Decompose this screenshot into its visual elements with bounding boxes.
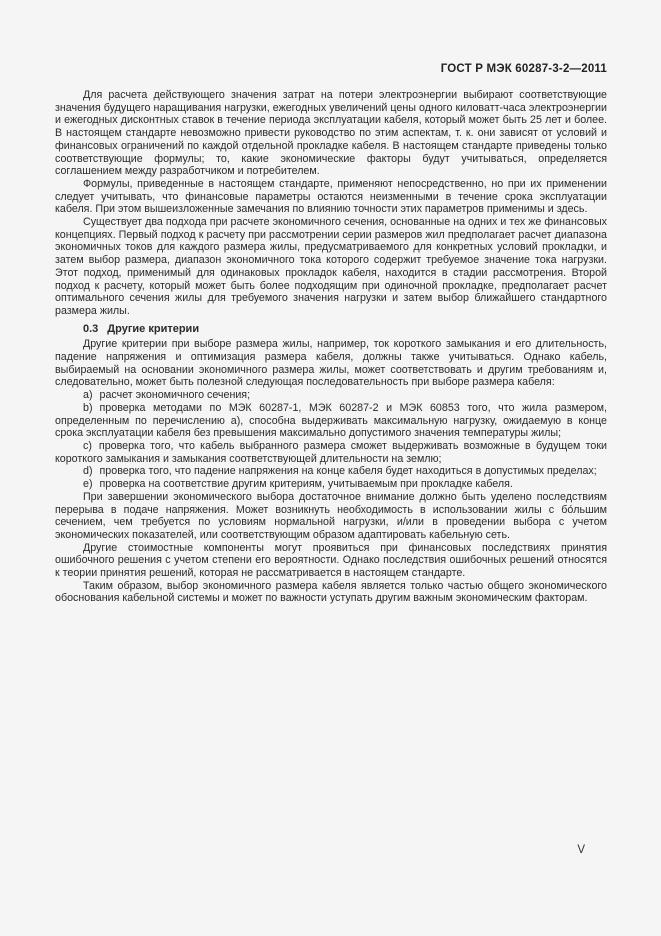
list-marker-a: a)	[83, 389, 93, 402]
section-heading-title: Другие критерии	[107, 322, 200, 335]
paragraph-closing-3: Таким образом, выбор экономичного размера кабеля является только частью общего экономического обоснования кабельной системы и может по важности уступать другим важным экономическим факторам.	[55, 579, 607, 605]
section-heading	[55, 323, 607, 336]
list-marker-e: e)	[83, 478, 93, 491]
list-item-b	[55, 402, 607, 440]
list-marker-d: d)	[83, 465, 93, 478]
list-text-a: расчет экономичного сечения;	[99, 389, 251, 402]
list-text-b: проверка методами по МЭК 60287-1, МЭК 60287-2 и МЭК 60853 того, что жила размером, определенным по перечислению a), способна выдерживать максимальную нагрузку, ожидаемую в конце срока эксплуатации кабеля без превышения максимально допустимого значения температуры жилы;	[55, 401, 607, 440]
list-item-a	[55, 389, 607, 402]
list-item-e	[55, 478, 607, 491]
paragraph-closing-1: При завершении экономического выбора достаточное внимание должно быть уделено последствиям перерыва в подаче напряжения. Может возникнуть необходимость в использовании жилы с бо́льшим сечением, чем требуется по условиям нормальной нагрузки, и/или в проведении выбора с учетом экономических показателей, или соответствующим образом адаптировать кабельную сеть.	[55, 490, 607, 541]
standard-code-header: ГОСТ Р МЭК 60287-3-2—2011	[440, 63, 607, 75]
paragraph-closing-2: Другие стоимостные компоненты могут проявиться при финансовых последствиях принятия ошибочного решения с учетом степени его вероятности. Однако последствия ошибочных решений относятся к теории принятия решений, которая не рассматривается в настоящем стандарте.	[55, 541, 607, 580]
list-text-d: проверка того, что падение напряжения на конце кабеля будет находиться в допустимых пределах;	[99, 465, 597, 478]
document-body	[55, 89, 607, 605]
paragraph-lead: Другие критерии при выборе размера жилы, например, ток короткого замыкания и его длительность, падение напряжения и оптимизация размера кабеля, должны также учитываться. Однако кабель, выбираемый на основании экономичного размера жилы, может соответствовать и другим требованиям и, следовательно, может быть полезной следующая последовательность при выборе размера кабеля:	[55, 338, 607, 389]
paragraph-intro-2: Формулы, приведенные в настоящем стандарте, применяют непосредственно, но при их применении следует учитывать, что финансовые параметры остаются неизменными в течение срока эксплуатации кабеля. При этом вышеизложенные замечания по влиянию точности этих параметров применимы и здесь.	[55, 177, 607, 216]
section-heading-number: 0.3	[83, 322, 99, 335]
paragraph-intro-3: Существует два подхода при расчете экономичного сечения, основанные на одних и тех же финансовых концепциях. Первый подход к расчету при рассмотрении серии размеров жил предполагает расчет диапазона экономичных токов для каждого размера жилы, предусматриваемого для конкретных условий прокладки, и затем выбор размера, диапазон экономичного тока которого содержит требуемое значение тока нагрузки. Этот подход, применимый для одинаковых прокладок кабеля, находится в стадии рассмотрения. Второй подход к расчету, который может быть более подходящим при одиночной прокладке, предполагает расчет оптимального сечения жилы для требуемого значения нагрузки и затем выбор ближайшего стандартного размера жилы.	[55, 216, 607, 317]
list-marker-c: c)	[83, 439, 92, 452]
paragraph-intro-1: Для расчета действующего значения затрат на потери электроэнергии выбирают соответствующие значения будущего наращивания нагрузки, ежегодных увеличений цены одного киловатт-часа электроэнергии и ежегодных дисконтных ставок в течение периода эксплуатации кабеля, который может быть 25 лет и более. В настоящем стандарте невозможно привести руководство по этим аспектам, т. к. они зависят от условий и финансовых ограничений по каждой отдельной прокладке кабеля. В настоящем стандарте приведены только соответствующие формулы; то, какие экономические факторы будут учитываться, определяется соглашением между разработчиком и потребителем.	[55, 89, 607, 178]
list-marker-b: b)	[83, 401, 93, 414]
list-text-e: проверка на соответствие другим критериям, учитываемым при прокладке кабеля.	[99, 478, 513, 491]
list-text-c: проверка того, что кабель выбранного размера сможет выдерживать возможные в будущем токи короткого замыкания и замыкания соответствующей длительности на землю;	[55, 439, 607, 465]
list-item-c	[55, 440, 607, 465]
page-number: V	[577, 844, 585, 856]
list-item-d	[55, 465, 607, 478]
